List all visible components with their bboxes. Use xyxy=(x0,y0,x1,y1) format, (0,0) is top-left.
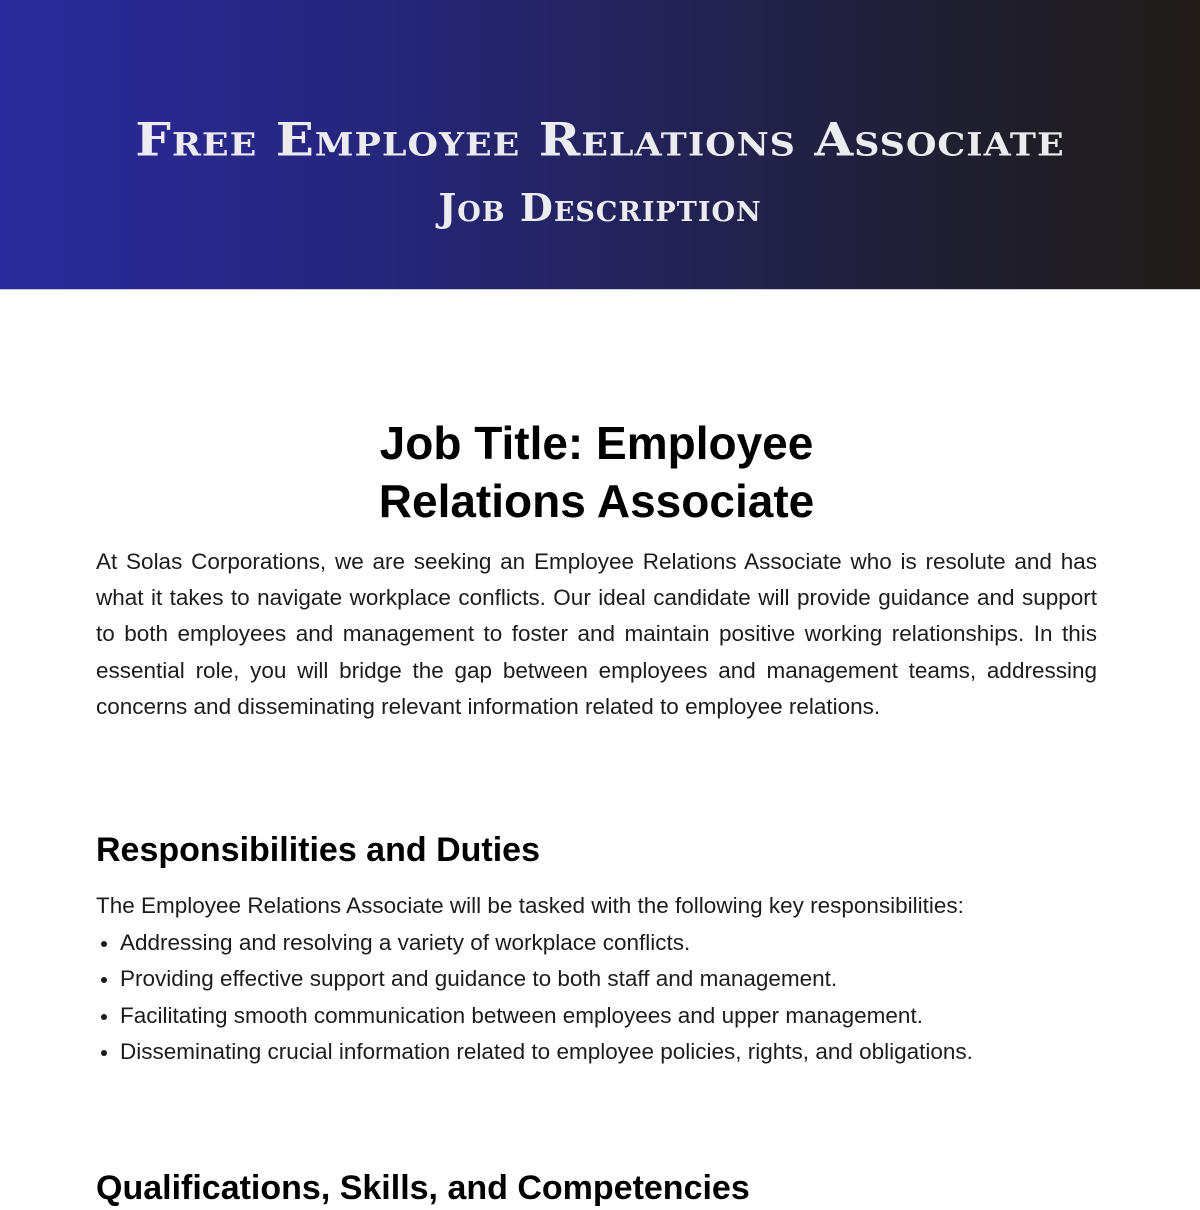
section-responsibilities xyxy=(96,828,1097,1071)
bullet-icon xyxy=(101,1050,107,1056)
document-body xyxy=(96,414,1097,725)
bullet-icon xyxy=(101,941,107,947)
responsibilities-lead: The Employee Relations Associate will be tasked with the following key responsibilities: xyxy=(96,893,964,918)
list-item-text: Facilitating smooth communication between employees and upper management. xyxy=(120,1002,923,1028)
banner-title: Free Employee Relations Associate xyxy=(135,112,1065,167)
job-title-line-2: Relations Associate xyxy=(378,475,815,527)
list-item xyxy=(96,1034,1073,1071)
section-heading-qualifications: Qualifications, Skills, and Competencies xyxy=(96,1169,750,1207)
header-banner xyxy=(0,0,1200,290)
list-item-text: Providing effective support and guidance to both staff and management. xyxy=(120,966,838,991)
responsibilities-list xyxy=(96,925,1073,1071)
bullet-icon xyxy=(101,977,107,983)
list-item-text: Disseminating crucial information related to employee policies, rights, and obligations. xyxy=(120,1039,973,1064)
list-item xyxy=(96,925,1073,962)
intro-paragraph: At Solas Corporations, we are seeking an Employee Relations Associate who is resolute and has what it takes to navigate workplace conflicts. Our ideal candidate will provide guidance and support to both employees and management to foster and maintain positive working relationships. In this essential role, you will bridge the gap between employees and management teams, addressing concerns and disseminating relevant information related to employee relations. xyxy=(96,549,1097,719)
list-item xyxy=(96,961,1073,998)
banner-subtitle: Job Description xyxy=(438,185,762,230)
section-heading-responsibilities: Responsibilities and Duties xyxy=(96,831,540,869)
section-qualifications xyxy=(96,1166,1097,1210)
job-title-heading xyxy=(96,414,1097,530)
job-title-line-1: Job Title: Employee xyxy=(379,417,814,469)
list-item-text: Addressing and resolving a variety of workplace conflicts. xyxy=(120,929,691,955)
list-item xyxy=(96,998,1073,1035)
bullet-icon xyxy=(101,1014,107,1020)
